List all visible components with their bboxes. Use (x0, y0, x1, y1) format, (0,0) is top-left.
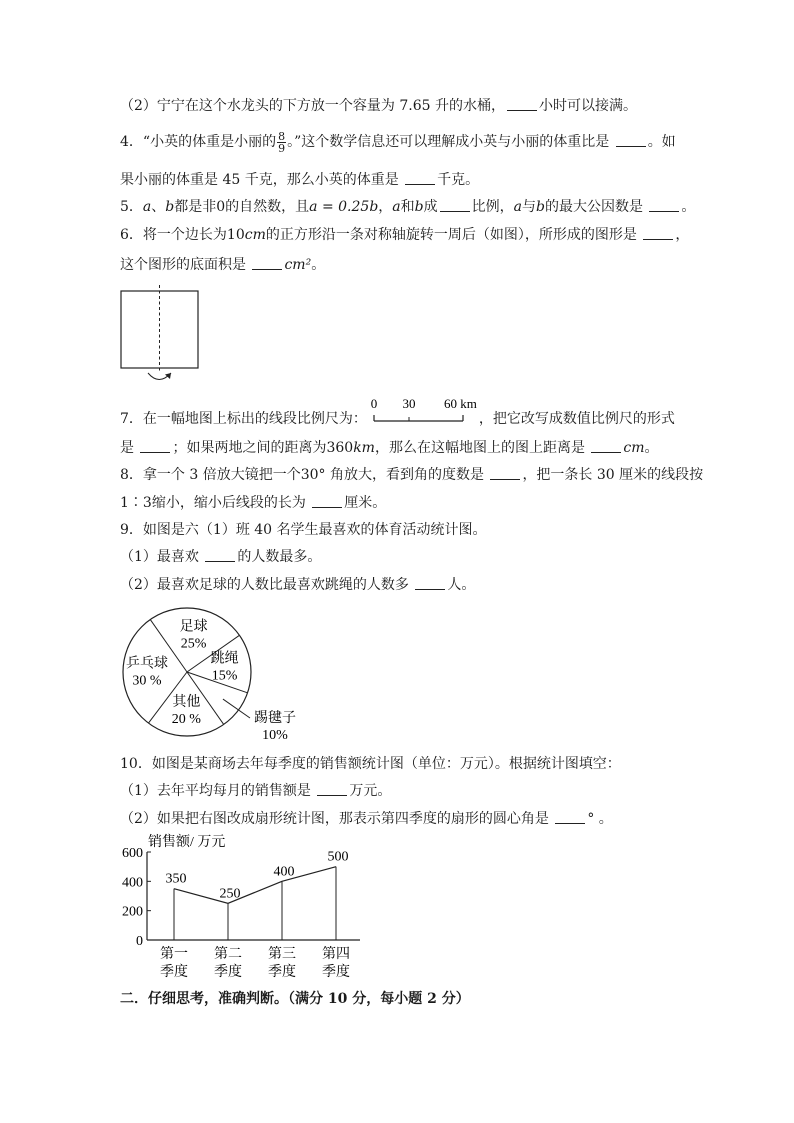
q9-title: 9．如图是六（1）班 40 名学生最喜欢的体育活动统计图。 (120, 522, 487, 538)
pie-value-label-2: 10% (262, 728, 288, 743)
scale-label-60km: 60 km (444, 396, 477, 411)
answer-blank[interactable] (140, 439, 170, 453)
y-tick-label-1: 200 (122, 904, 143, 920)
q3-part2-line: （2）宁宁在这个水龙头的下方放一个容量为 7.65 升的水桶， 小时可以接满。 (120, 98, 637, 114)
x-tick-label-0: 第一 (160, 947, 188, 962)
data-label-3: 500 (327, 849, 349, 865)
pie-label-3: 其他 (172, 694, 201, 710)
pie-value-label-0: 25% (180, 636, 207, 652)
data-label-2: 400 (273, 864, 295, 880)
q4-line2: 果小丽的体重是 45 千克，那么小英的体重是 千克。 (120, 172, 480, 188)
x-tick-label-3-line2: 季度 (322, 965, 350, 980)
answer-blank[interactable] (616, 133, 646, 147)
pie-label-2: 踢毽子 (254, 711, 296, 726)
square-rotation-figure (115, 285, 210, 385)
q10-sub1: （1）去年平均每月的销售额是 万元。 (120, 783, 392, 799)
q9-sub2: （2）最喜欢足球的人数比最喜欢跳绳的人数多 人。 (120, 577, 476, 593)
q5-line: 5．a、b都是非0的自然数，且a = 0.25b，a和b成 比例，a与b的最大公因数是 。 (120, 199, 696, 215)
series-line (174, 867, 336, 904)
answer-blank[interactable] (405, 171, 435, 185)
q9-sub1: （1）最喜欢 的人数最多。 (120, 549, 322, 565)
answer-blank[interactable] (555, 810, 585, 824)
answer-blank[interactable] (643, 226, 673, 240)
answer-blank[interactable] (205, 548, 235, 562)
q4-line1: 4．“小英的体重是小丽的 $\frac{8}{9}$ 。”这个数学信息还可以理解成小英与小丽的体重比是 。如 (120, 129, 676, 155)
q7-line2: 是 ；如果两地之间的距离为360km，那么在这幅地图上的图上距离是 cm。 (120, 440, 659, 456)
pie-value-label-1: 15% (211, 668, 238, 684)
y-tick-label-2: 400 (122, 875, 143, 891)
x-tick-label-2-line2: 季度 (268, 965, 296, 980)
answer-blank[interactable] (252, 256, 282, 270)
x-tick-label-0-line2: 季度 (160, 965, 188, 980)
section2-title: 二．仔细思考，准确判断。（满分 10 分，每小题 2 分） (120, 991, 470, 1007)
pie-value-label-3: 20 % (171, 711, 201, 727)
x-tick-label-1: 第二 (214, 947, 242, 962)
y-axis-label: 销售额/ 万元 (148, 835, 226, 850)
scale-label-30: 30 (402, 396, 416, 411)
q6-line2: 这个图形的底面积是 cm²。 (120, 257, 326, 273)
q7-line1: 7．在一幅地图上标出的线段比例尺为： ，把它改写成数值比例尺的形式 (120, 411, 675, 427)
q10-sub2: （2）如果把右图改成扇形统计图，那表示第四季度的扇形的圆心角是 ° 。 (120, 811, 613, 827)
y-tick-label-3: 600 (122, 846, 143, 861)
y-tick-label-0: 0 (136, 934, 143, 949)
answer-blank[interactable] (490, 466, 520, 480)
line-scale-figure (370, 395, 482, 425)
pie-label-4: 乒乓球 (126, 656, 169, 672)
q10-title: 10．如图是某商场去年每季度的销售额统计图（单位：万元）。根据统计图填空： (120, 756, 621, 772)
pie-chart (115, 600, 315, 750)
answer-blank[interactable] (415, 576, 445, 590)
answer-blank[interactable] (317, 782, 347, 796)
pie-label-1: 跳绳 (210, 651, 239, 667)
answer-blank[interactable] (312, 494, 342, 508)
x-tick-label-3: 第四 (322, 947, 350, 962)
data-label-1: 250 (219, 886, 241, 902)
fraction-8-9: $\frac{8}{9}$ (278, 129, 286, 155)
sales-line-chart (110, 830, 380, 985)
q8-line1: 8．拿一个 3 倍放大镜把一个30° 角放大，看到角的度数是 ，把一条长 30 厘米的线段按 (120, 467, 704, 483)
pie-leader-line (223, 699, 250, 718)
answer-blank[interactable] (507, 97, 537, 111)
x-tick-label-2: 第三 (268, 947, 296, 962)
pie-value-label-4: 30 % (132, 673, 162, 689)
scale-label-0: 0 (370, 396, 378, 411)
q8-line2: 1∶3缩小，缩小后线段的长为 厘米。 (120, 495, 387, 511)
answer-blank[interactable] (591, 439, 621, 453)
answer-blank[interactable] (440, 198, 470, 212)
x-tick-label-1-line2: 季度 (214, 965, 242, 980)
data-label-0: 350 (165, 871, 187, 887)
pie-label-0: 足球 (179, 619, 208, 635)
q6-line1: 6．将一个边长为10cm的正方形沿一条对称轴旋转一周后（如图），所形成的图形是 ， (120, 227, 690, 243)
answer-blank[interactable] (649, 198, 679, 212)
